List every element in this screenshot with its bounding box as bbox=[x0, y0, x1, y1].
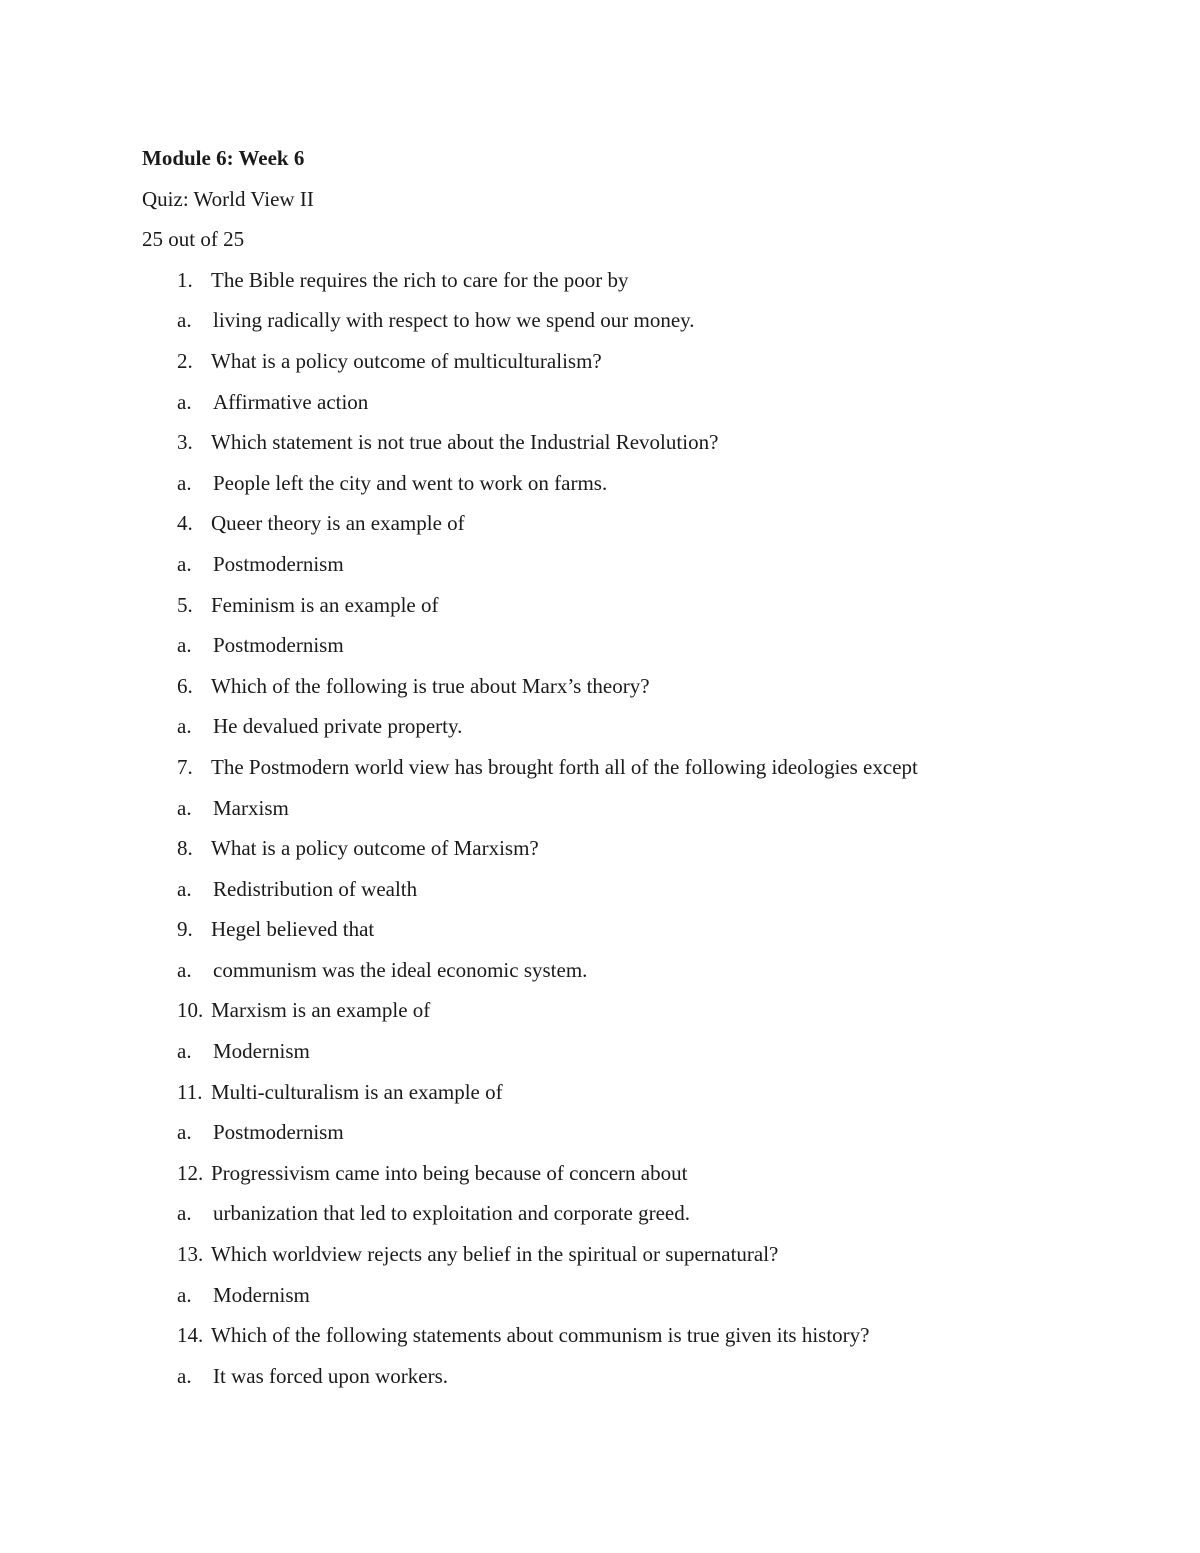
question-number: 13. bbox=[177, 1242, 204, 1267]
answer-letter: a. bbox=[177, 714, 192, 739]
question-line bbox=[142, 1153, 1062, 1194]
answer-text: Redistribution of wealth bbox=[213, 876, 418, 901]
answer-letter: a. bbox=[177, 1282, 192, 1307]
question-number: 8. bbox=[177, 836, 193, 861]
answer-line bbox=[73, 950, 1062, 991]
answer-line bbox=[73, 300, 1062, 341]
question-line bbox=[142, 909, 1062, 950]
question-text: Queer theory is an example of bbox=[211, 511, 465, 536]
answer-letter: a. bbox=[177, 795, 192, 820]
answer-letter: a. bbox=[177, 1120, 192, 1145]
question-item bbox=[142, 422, 1062, 503]
answer-text: He devalued private property. bbox=[213, 714, 463, 739]
answer-text: Modernism bbox=[213, 1282, 310, 1307]
question-number: 3. bbox=[177, 430, 193, 455]
question-line bbox=[142, 747, 1062, 788]
question-item bbox=[142, 747, 1062, 828]
quiz-name: Quiz: World View II bbox=[142, 186, 314, 211]
answer-line bbox=[73, 382, 1062, 423]
answer-letter: a. bbox=[177, 470, 192, 495]
answer-letter: a. bbox=[177, 551, 192, 576]
question-text: The Postmodern world view has brought forth all of the following ideologies except bbox=[211, 754, 918, 779]
question-line bbox=[142, 341, 1062, 382]
quiz-score: 25 out of 25 bbox=[142, 227, 245, 252]
question-line bbox=[142, 1315, 1062, 1356]
answer-text: Modernism bbox=[213, 1039, 310, 1064]
question-number: 7. bbox=[177, 754, 193, 779]
answer-letter: a. bbox=[177, 957, 192, 982]
question-item bbox=[142, 1153, 1062, 1234]
answer-letter: a. bbox=[177, 633, 192, 658]
answer-line bbox=[73, 788, 1062, 829]
answer-text: Postmodernism bbox=[213, 1120, 344, 1145]
question-line bbox=[142, 1234, 1062, 1275]
answer-line bbox=[73, 1275, 1062, 1316]
answer-line bbox=[73, 1356, 1062, 1397]
question-item bbox=[142, 1072, 1062, 1153]
question-number: 1. bbox=[177, 267, 193, 292]
question-number: 5. bbox=[177, 592, 193, 617]
question-line bbox=[142, 503, 1062, 544]
answer-line bbox=[73, 706, 1062, 747]
question-item bbox=[142, 585, 1062, 666]
question-number: 14. bbox=[177, 1323, 204, 1348]
page-title: Module 6: Week 6 bbox=[142, 146, 305, 170]
answer-text: Marxism bbox=[213, 795, 289, 820]
question-text: Marxism is an example of bbox=[211, 998, 431, 1023]
question-item bbox=[142, 909, 1062, 990]
question-line bbox=[142, 828, 1062, 869]
question-text: Which statement is not true about the Industrial Revolution? bbox=[211, 430, 719, 455]
answer-text: People left the city and went to work on farms. bbox=[213, 470, 608, 495]
question-number: 2. bbox=[177, 348, 193, 373]
answer-text: communism was the ideal economic system. bbox=[213, 957, 588, 982]
question-text: Progressivism came into being because of concern about bbox=[211, 1160, 688, 1185]
question-text: The Bible requires the rich to care for the poor by bbox=[211, 267, 629, 292]
question-line bbox=[142, 585, 1062, 626]
question-text: Multi-culturalism is an example of bbox=[211, 1079, 503, 1104]
answer-text: Postmodernism bbox=[213, 633, 344, 658]
question-item bbox=[142, 1234, 1062, 1315]
answer-line bbox=[73, 869, 1062, 910]
question-text: Feminism is an example of bbox=[211, 592, 439, 617]
answer-line bbox=[73, 1193, 1062, 1234]
answer-text: living radically with respect to how we spend our money. bbox=[213, 308, 695, 333]
question-number: 6. bbox=[177, 673, 193, 698]
answer-line bbox=[73, 1112, 1062, 1153]
answer-text: It was forced upon workers. bbox=[213, 1363, 449, 1388]
question-line bbox=[142, 260, 1062, 301]
answer-line bbox=[73, 463, 1062, 504]
question-line bbox=[142, 666, 1062, 707]
question-item bbox=[142, 828, 1062, 909]
question-item bbox=[142, 503, 1062, 584]
question-line bbox=[142, 422, 1062, 463]
answer-text: Postmodernism bbox=[213, 551, 344, 576]
question-item bbox=[142, 341, 1062, 422]
question-text: What is a policy outcome of multiculturalism? bbox=[211, 348, 602, 373]
question-text: Which worldview rejects any belief in the spiritual or supernatural? bbox=[211, 1242, 779, 1267]
answer-text: urbanization that led to exploitation and corporate greed. bbox=[213, 1201, 690, 1226]
question-line bbox=[142, 1072, 1062, 1113]
answer-letter: a. bbox=[177, 389, 192, 414]
answer-letter: a. bbox=[177, 1039, 192, 1064]
question-text: Which of the following statements about communism is true given its history? bbox=[211, 1323, 870, 1348]
question-number: 12. bbox=[177, 1160, 204, 1185]
question-list bbox=[142, 260, 1062, 1397]
question-line bbox=[142, 990, 1062, 1031]
document-body bbox=[142, 138, 1062, 1396]
question-text: What is a policy outcome of Marxism? bbox=[211, 836, 539, 861]
answer-letter: a. bbox=[177, 876, 192, 901]
answer-line bbox=[73, 1031, 1062, 1072]
question-number: 4. bbox=[177, 511, 193, 536]
question-item bbox=[142, 260, 1062, 341]
answer-letter: a. bbox=[177, 1363, 192, 1388]
question-text: Hegel believed that bbox=[211, 917, 375, 942]
answer-line bbox=[73, 544, 1062, 585]
question-item bbox=[142, 990, 1062, 1071]
answer-line bbox=[73, 625, 1062, 666]
question-number: 9. bbox=[177, 917, 193, 942]
answer-text: Affirmative action bbox=[213, 389, 369, 414]
answer-letter: a. bbox=[177, 1201, 192, 1226]
question-number: 11. bbox=[177, 1079, 203, 1104]
answer-letter: a. bbox=[177, 308, 192, 333]
question-number: 10. bbox=[177, 998, 204, 1023]
question-item bbox=[142, 666, 1062, 747]
question-item bbox=[142, 1315, 1062, 1396]
question-text: Which of the following is true about Marx’s theory? bbox=[211, 673, 650, 698]
